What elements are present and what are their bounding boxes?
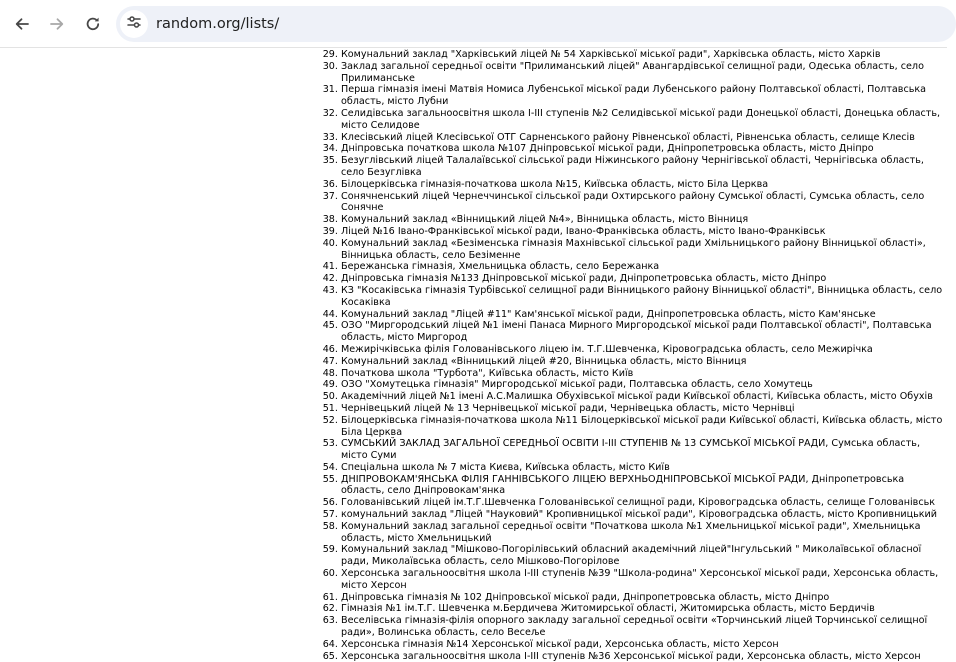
address-bar[interactable] (116, 6, 956, 42)
list-item: 30. Заклад загальної середньої освіти "Прилиманський ліцей" Авангардівської селищної ради, Одеська область, село Прилиманське (341, 61, 943, 85)
list-item: 55. ДНІПРОВОКАМ'ЯНСЬКА ФІЛІЯ ГАННІВСЬКОГО ЛІЦЕЮ ВЕРХНЬОДНІПРОВСЬКОЇ МІСЬКОЇ РАДИ, Дніпропетровська область, село Дніпровокам'янка (341, 474, 943, 498)
reload-button[interactable] (77, 8, 109, 40)
list-item: 39. Ліцей №16 Івано-Франківської міської ради, Івано-Франківська область, місто Івано-Франківськ (341, 226, 943, 238)
list-item: 58. Комунальний заклад загальної середньої освіти "Початкова школа №1 Хмельницької міської ради", Хмельницька область, місто Хмельницький (341, 521, 943, 545)
list-item: 38. Комунальний заклад «Вінницький ліцей №4», Вінницька область, місто Вінниця (341, 214, 943, 226)
list-item: 36. Білоцерківська гімназія-початкова школа №15, Київська область, місто Біла Церква (341, 179, 943, 191)
forward-button[interactable] (41, 8, 73, 40)
reload-icon (84, 15, 102, 33)
list-item: 63. Веселівська гімназія-філія опорного закладу загальної середньої освіти «Торчинський ліцей Торчинської селищної ради», Волинська область, село Весеље (341, 615, 943, 639)
school-list (341, 49, 943, 662)
list-item: 64. Херсонська гімназія №14 Херсонської міської ради, Херсонська область, місто Херсон (341, 639, 943, 651)
list-item: 62. Гімназія №1 ім.Т.Г. Шевченка м.Бердичева Житомирської області, Житомирська область, місто Бердичів (341, 603, 943, 615)
site-info-button[interactable] (120, 10, 148, 38)
list-item: 37. Сонячненський ліцей Чернеччинської сільської ради Охтирського району Сумської області, Сумська область, село Сонячне (341, 191, 943, 215)
url-text[interactable]: random.org/lists/ (156, 16, 280, 32)
list-item: 45. ОЗО "Миргородський ліцей №1 імені Панаса Мирного Миргородської міської ради Полтавської області", Полтавська область, місто Миргород (341, 320, 943, 344)
list-item: 46. Межирічківська філія Голованівського ліцею ім. Т.Г.Шевченка, Кіровоградська область, село Межирічка (341, 344, 943, 356)
list-item: 43. КЗ "Косаківська гімназія Турбівської селищної ради Вінницького району Вінницької області", Вінницька область, село Косаківка (341, 285, 943, 309)
list-item: 61. Дніпровська гімназія № 102 Дніпровської міської ради, Дніпропетровська область, місто Дніпро (341, 592, 943, 604)
list-item: 59. Комунальний заклад "Мішково-Погорілівський обласний академічний ліцей"Інгульський " Миколаївської обласної ради, Миколаївська область, село Мішково-Погорілове (341, 544, 943, 568)
list-item: 53. СУМСЬКИЙ ЗАКЛАД ЗАГАЛЬНОЇ СЕРЕДНЬОЇ ОСВІТИ І-ІІІ СТУПЕНІВ № 13 СУМСЬКОЇ МІСЬКОЇ РАДИ, Сумська область, місто Суми (341, 438, 943, 462)
back-button[interactable] (6, 8, 38, 40)
list-item: 40. Комунальний заклад «Безіменська гімназія Махнівської сільської ради Хмільницького району Вінницької області», Вінницька область, село Безіменне (341, 238, 943, 262)
list-item: 32. Селидівська загальноосвітня школа I-III ступенів №2 Селидівської міської ради Донецької області, Донецька область, місто Селидове (341, 108, 943, 132)
list-item: 51. Чернівецький ліцей № 13 Чернівецької міської ради, Чернівецька область, місто Чернівці (341, 403, 943, 415)
list-item: 57. комунальний заклад "Ліцей "Науковий" Кропивницької міської ради", Кіровоградська область, місто Кропивницький (341, 509, 943, 521)
list-item: 41. Бережанська гімназія, Хмельницька область, село Бережанка (341, 261, 943, 273)
list-item: 54. Спеціальна школа № 7 міста Києва, Київська область, місто Київ (341, 462, 943, 474)
list-item: 42. Дніпровська гімназія №133 Дніпровської міської ради, Дніпропетровська область, місто Дніпро (341, 273, 943, 285)
list-item: 33. Клесівський ліцей Клесівської ОТГ Сарненського району Рівненської області, Рівненська область, селище Клесів (341, 132, 943, 144)
list-item: 29. Комунальний заклад "Харківський ліцей № 54 Харківської міської ради", Харківська область, місто Харків (341, 49, 943, 61)
arrow-back-icon (13, 15, 31, 33)
list-item: 49. ОЗО "Хомутецька гімназія" Миргородської міської ради, Полтавська область, село Хомутець (341, 379, 943, 391)
list-item: 35. Безуглівський ліцей Талалаївської сільської ради Ніжинського району Чернігівської області, Чернігівська область, село Безуглівка (341, 155, 943, 179)
list-item: 48. Початкова школа "Турбота", Київська область, місто Київ (341, 368, 943, 380)
list-item: 34. Дніпровська початкова школа №107 Дніпровської міської ради, Дніпропетровська область, місто Дніпро (341, 143, 943, 155)
list-item: 65. Херсонська загальноосвітня школа I-III ступенів №36 Херсонської міської ради, Херсонська область, місто Херсон (341, 651, 943, 662)
browser-toolbar (0, 0, 947, 48)
page-content (0, 48, 947, 662)
list-item: 52. Білоцерківська гімназія-початкова школа №11 Білоцерківської міської ради Київської області, Київська область, місто Біла Церква (341, 415, 943, 439)
list-item: 56. Голованівський ліцей ім.Т.Г.Шевченка Голованівської селищної ради, Кіровоградська область, селище Голованівськ (341, 497, 943, 509)
arrow-forward-icon (48, 15, 66, 33)
list-item: 47. Комунальний заклад «Вінницький ліцей #20, Вінницька область, місто Вінниця (341, 356, 943, 368)
list-item: 44. Комунальний заклад "Ліцей #11" Кам'янської міської ради, Дніпропетровська область, місто Кам'янське (341, 309, 943, 321)
list-item: 31. Перша гімназія імені Матвія Номиса Лубенської міської ради Лубенського району Полтавської області, Полтавська область, місто Лубни (341, 84, 943, 108)
list-item: 50. Академічний ліцей №1 імені А.С.Малишка Обухівської міської ради Київської області, Київська область, місто Обухів (341, 391, 943, 403)
list-item: 60. Херсонська загальноосвітня школа I-III ступенів №39 "Школа-родина" Херсонської міської ради, Херсонська область, місто Херсон (341, 568, 943, 592)
tune-icon (126, 14, 142, 34)
